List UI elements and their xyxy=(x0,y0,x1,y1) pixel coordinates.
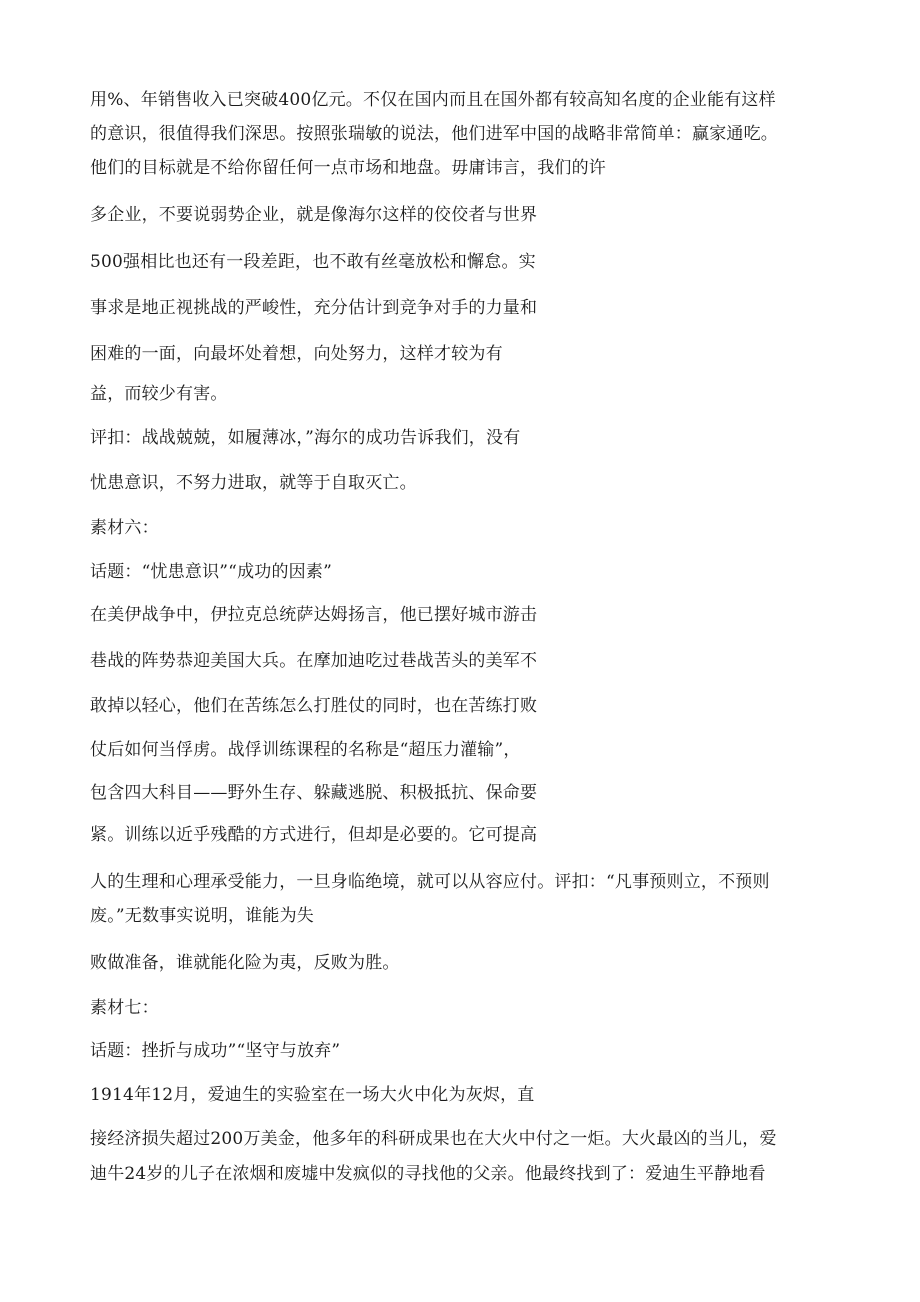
text-line: 紧。训练以近乎残酷的方式进行，但却是必要的。它可提高 xyxy=(90,825,538,845)
text-line: 困难的一面，向最坏处着想，向处努力，这样才较为有 xyxy=(90,344,503,364)
text-line: 500强相比也还有一段差距，也不敢有丝毫放松和懈怠。实 xyxy=(90,252,536,272)
text-line: 巷战的阵势恭迎美国大兵。在摩加迪吃过巷战苦头的美军不 xyxy=(90,651,538,671)
text-line: 1914年12月，爱迪生的实验室在一场大火中化为灰烬，直 xyxy=(90,1085,535,1105)
text-line: 包含四大科目——野外生存、躲藏逃脱、积极抵抗、保命要 xyxy=(90,783,538,803)
text-line: 用%、年销售收入已突破400亿元。不仅在国内而且在国外都有较高知名度的企业能有这样 xyxy=(90,90,776,110)
text-line: 废。”无数事实说明，谁能为失 xyxy=(90,906,314,926)
text-line: 他们的目标就是不给你留任何一点市场和地盘。毋庸讳言，我们的许 xyxy=(90,158,606,178)
text-line: 敢掉以轻心，他们在苦练怎么打胜仗的同时，也在苦练打败 xyxy=(90,696,538,716)
text-line: 多企业，不要说弱势企业，就是像海尔这样的佼佼者与世界 xyxy=(90,205,538,225)
text-line: 评扣：战战兢兢，如履薄冰，”海尔的成功告诉我们，没有 xyxy=(90,428,521,448)
text-line: 接经济损失超过200万美金，他多年的科研成果也在大火中付之一炬。大火最凶的当儿，爱 xyxy=(90,1129,777,1149)
text-line: 益，而较少有害。 xyxy=(90,384,228,404)
section-heading: 素材六： xyxy=(90,518,159,538)
text-line: 人的生理和心理承受能力，一旦身临绝境，就可以从容应付。评扣：“凡事预则立，不预则 xyxy=(90,872,770,892)
topic-line: 话题：挫折与成功”“坚守与放弃” xyxy=(90,1041,341,1061)
text-line: 在美伊战争中，伊拉克总统萨达姆扬言，他已摆好城市游击 xyxy=(90,605,538,625)
text-line: 事求是地正视挑战的严峻性，充分估计到竞争对手的力量和 xyxy=(90,298,538,318)
topic-line: 话题：“忧患意识”“成功的因素” xyxy=(90,562,332,582)
text-line: 仗后如何当俘虏。战俘训练课程的名称是“超压力灌输”， xyxy=(90,740,521,760)
text-line: 的意识，很值得我们深思。按照张瑞敏的说法，他们进军中国的战略非常简单：赢家通吃。 xyxy=(90,124,778,144)
text-line: 忧患意识，不努力进取，就等于自取灭亡。 xyxy=(90,473,417,493)
text-line: 败做准备，谁就能化险为夷，反败为胜。 xyxy=(90,953,400,973)
section-heading: 素材七： xyxy=(90,998,159,1018)
text-line: 迪牛24岁的儿子在浓烟和废墟中发疯似的寻找他的父亲。他最终找到了：爱迪生平静地看 xyxy=(90,1164,766,1184)
